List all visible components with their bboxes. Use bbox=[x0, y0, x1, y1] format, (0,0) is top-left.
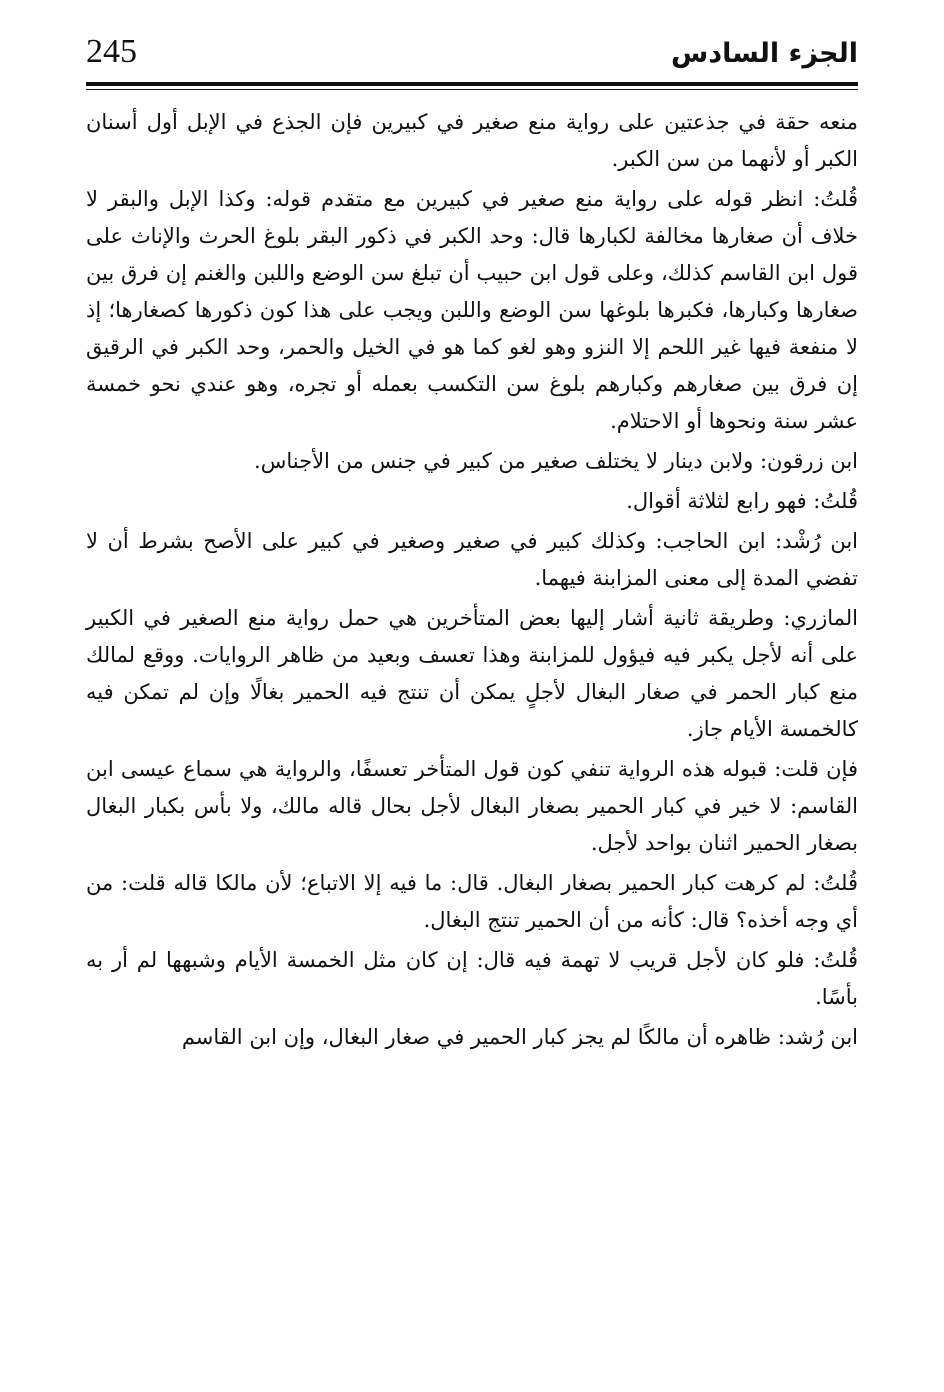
paragraph: قُلتُ: لم كرهت كبار الحمير بصغار البغال. قال: ما فيه إلا الاتباع؛ لأن مالكا قاله قلت: من أي وجه أخذه؟ قال: كأنه من أن الحمير تنتج البغال. bbox=[86, 871, 858, 932]
page-header bbox=[86, 30, 858, 88]
body-text bbox=[86, 104, 858, 1059]
paragraph: قُلتُ: انظر قوله على رواية منع صغير في كبيرين مع متقدم قوله: وكذا الإبل والبقر لا خلاف أن صغارها مخالفة لكبارها قال: وحد الكبر في ذكور البقر بلوغ الحرث والإناث على قول ابن القاسم كذلك، وعلى قول ابن حبيب أن تبلغ سن الوضع واللبن والغنم إن فرق بين صغارها وكبارها، فكبرها بلوغها سن الوضع واللبن ويجب على هذا كون ذكورها كصغارها؛ إذ لا منفعة فيها غير اللحم إلا النزو وهو لغو كما هو في الخيل والحمر، وحد الكبر في الرقيق إن فرق بين صغارهم وكبارهم بلوغ سن التكسب بعمله أو تجره، وهو عندي نحو خمسة عشر سنة ونحوها أو الاحتلام. bbox=[86, 187, 858, 433]
paragraph: ابن رُشد: ظاهره أن مالكًا لم يجز كبار الحمير في صغار البغال، وإن ابن القاسم bbox=[181, 1025, 858, 1049]
paragraph: فإن قلت: قبوله هذه الرواية تنفي كون قول المتأخر تعسفًا، والرواية هي سماع عيسى ابن القاسم: لا خير في كبار الحمير بصغار البغال لأجل بحال قاله مالك، ولا بأس بكبار البغال بصغار الحمير اثنان بواحد لأجل. bbox=[86, 757, 858, 855]
paragraph: منعه حقة في جذعتين على رواية منع صغير في كبيرين فإن الجذع في الإبل أول أسنان الكبر أو لأنهما من سن الكبر. bbox=[86, 110, 858, 171]
paragraph: المازري: وطريقة ثانية أشار إليها بعض المتأخرين هي حمل رواية منع الصغير في الكبير على أنه لأجل يكبر فيه فيؤول للمزابنة وهذا تعسف وبعيد من ظاهر الروايات. ووقع لمالك منع كبار الحمر في صغار البغال لأجلٍ يمكن أن تنتج فيه الحمير بغالًا وإن لم تمكن فيه كالخمسة الأيام جاز. bbox=[86, 606, 858, 741]
paragraph: قُلتُ: فلو كان لأجل قريب لا تهمة فيه قال: إن كان مثل الخمسة الأيام وشبهها لم أر به بأسًا. bbox=[86, 948, 858, 1009]
paragraph: ابن زرقون: ولابن دينار لا يختلف صغير من كبير في جنس من الأجناس. bbox=[254, 449, 858, 473]
header-rule-thin bbox=[86, 89, 858, 90]
paragraph: قُلتُ: فهو رابع لثلاثة أقوال. bbox=[626, 489, 858, 513]
page-number: 245 bbox=[86, 33, 137, 70]
header-rule-thick bbox=[86, 82, 858, 86]
paragraph: ابن رُشْد: ابن الحاجب: وكذلك كبير في صغير وصغير في كبير على الأصح بشرط أن لا تفضي المدة إلى معنى المزابنة فيهما. bbox=[86, 529, 858, 590]
running-title: الجزء السادس bbox=[671, 38, 858, 69]
